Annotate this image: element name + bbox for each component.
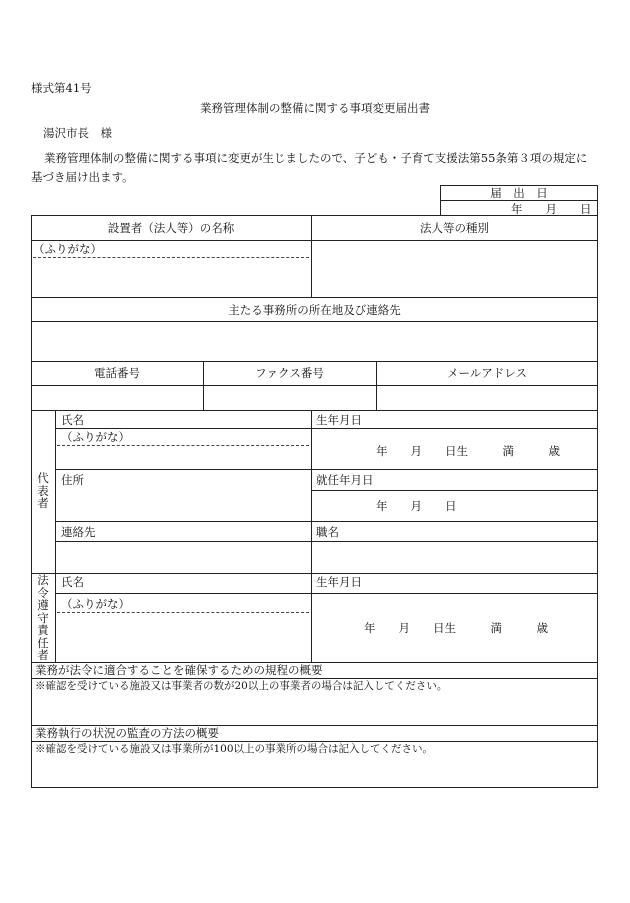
audit-note: ※確認を受けている施設又は事業所が100以上の事業所の場合は記入してください。 (35, 743, 434, 755)
rep-birth-label: 生年月日 (316, 413, 362, 427)
officer-birth-label: 生年月日 (316, 575, 362, 589)
rep-name-field[interactable] (57, 447, 309, 467)
phone-field[interactable] (33, 387, 201, 408)
office-address-field[interactable] (33, 323, 596, 359)
officer-name-field[interactable] (57, 614, 309, 660)
regulations-header: 業務が法令に適合することを確保するための規程の概要 (35, 663, 323, 677)
submission-date-field[interactable]: 年 月 日 (511, 202, 592, 216)
fax-field[interactable] (205, 387, 374, 408)
email-header: メールアドレス (447, 366, 527, 380)
rep-position-field[interactable] (313, 543, 596, 571)
fax-header: ファクス番号 (255, 366, 324, 380)
page-title: 業務管理体制の整備に関する事項変更届出書 (200, 101, 430, 115)
establisher-type-header: 法人等の種別 (420, 221, 489, 235)
regulations-field[interactable] (33, 694, 596, 723)
submission-date-label: 届 出 日 (490, 186, 548, 200)
rep-birth-field[interactable]: 年 月 日生 満 歳 (376, 444, 560, 458)
audit-header: 業務執行の状況の監査の方法の概要 (35, 726, 219, 740)
rep-appointed-field[interactable]: 年 月 日 (376, 499, 457, 513)
regulations-note: ※確認を受けている施設又は事業者の数が20以上の事業者の場合は記入してください。 (35, 680, 448, 692)
audit-field[interactable] (33, 757, 596, 786)
rep-position-label: 職名 (316, 525, 339, 539)
phone-header: 電話番号 (94, 366, 140, 380)
rep-furigana-label: （ふりがな） (61, 430, 130, 444)
compliance-officer-side-label: 法令遵守責任者 (37, 573, 49, 662)
officer-name-label: 氏名 (61, 575, 84, 589)
intro-text-line1: 業務管理体制の整備に関する事項に変更が生じましたので、子ども・子育て支援法第55条第３項の規定に (44, 151, 588, 165)
rep-name-label: 氏名 (61, 413, 84, 427)
addressee: 湯沢市長 様 (43, 126, 112, 140)
rep-appointed-label: 就任年月日 (316, 473, 374, 487)
establisher-furigana-label: （ふりがな） (33, 242, 102, 256)
representative-side-label: 代表者 (37, 471, 49, 510)
office-address-header: 主たる事務所の所在地及び連絡先 (228, 303, 401, 317)
officer-birth-field[interactable]: 年 月 日生 満 歳 (364, 621, 548, 635)
rep-address-label: 住所 (61, 473, 84, 487)
establisher-name-field[interactable] (33, 259, 309, 295)
establisher-type-field[interactable] (313, 242, 596, 295)
establisher-name-header: 設置者（法人等）の名称 (107, 221, 235, 235)
intro-text-line2: 基づき届け出ます。 (31, 170, 134, 184)
rep-address-field[interactable] (57, 490, 309, 519)
email-field[interactable] (378, 387, 596, 408)
officer-furigana-label: （ふりがな） (61, 597, 130, 611)
rep-contact-label: 連絡先 (61, 525, 96, 539)
rep-contact-field[interactable] (57, 543, 309, 571)
form-number: 様式第41号 (31, 81, 92, 95)
